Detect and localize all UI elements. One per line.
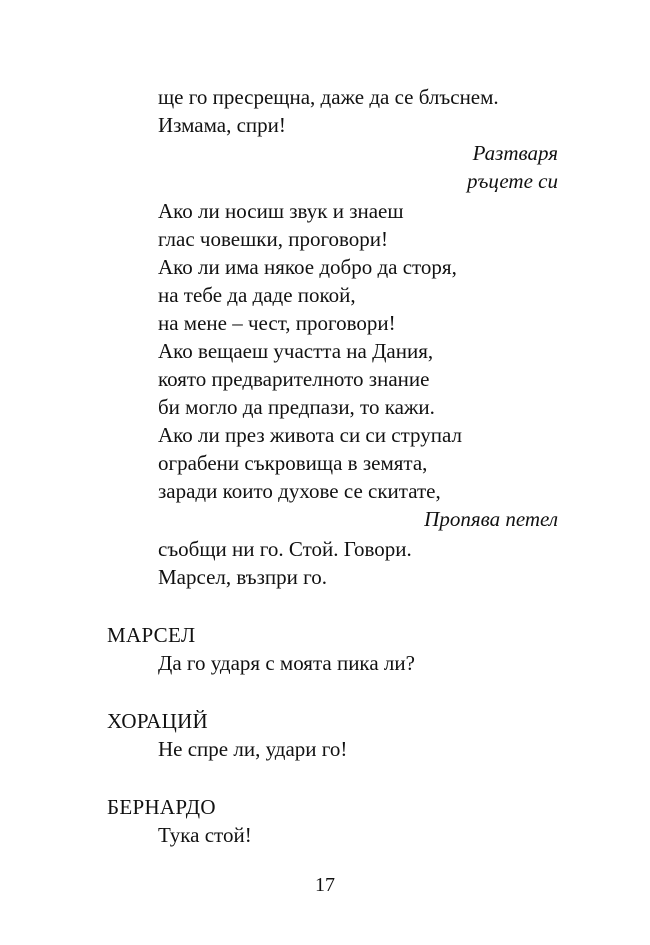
page-number: 17 [315,874,335,896]
verse-line: Ако ли през живота си си струпал [158,423,462,447]
speaker-name: БЕРНАРДО [107,795,216,819]
speaker-name: ХОРАЦИЙ [107,709,209,733]
dialogue-line: Тука стой! [158,823,252,847]
speaker-name: МАРСЕЛ [107,623,196,647]
verse-line: глас човешки, проговори! [158,227,389,251]
verse-line: която предварителното знание [158,367,430,391]
verse-line: Ако ли има някое добро да сторя, [158,255,457,279]
dialogue-line: Не спре ли, удари го! [158,737,348,761]
stage-direction: ръцете си [466,169,558,193]
verse-line: Ако вещаеш участта на Дания, [158,339,434,363]
verse-line: би могло да предпази, то кажи. [158,395,435,419]
stage-direction: Разтваря [472,141,558,165]
verse-line: на мене – чест, проговори! [158,311,396,335]
verse-line: съобщи ни го. Стой. Говори. [158,537,412,561]
dialogue-line: Да го ударя с моята пика ли? [158,651,415,675]
verse-line: ще го пресрещна, даже да се блъснем. [158,85,499,109]
verse-line: ограбени съкровища в земята, [158,451,428,475]
verse-line: на тебе да даде покой, [158,283,356,307]
stage-direction: Пропява петел [424,507,558,531]
verse-line: Ако ли носиш звук и знаеш [158,199,404,223]
verse-line: заради които духове се скитате, [158,479,441,503]
verse-line: Марсел, възпри го. [158,565,327,589]
verse-line: Измама, спри! [158,113,286,137]
